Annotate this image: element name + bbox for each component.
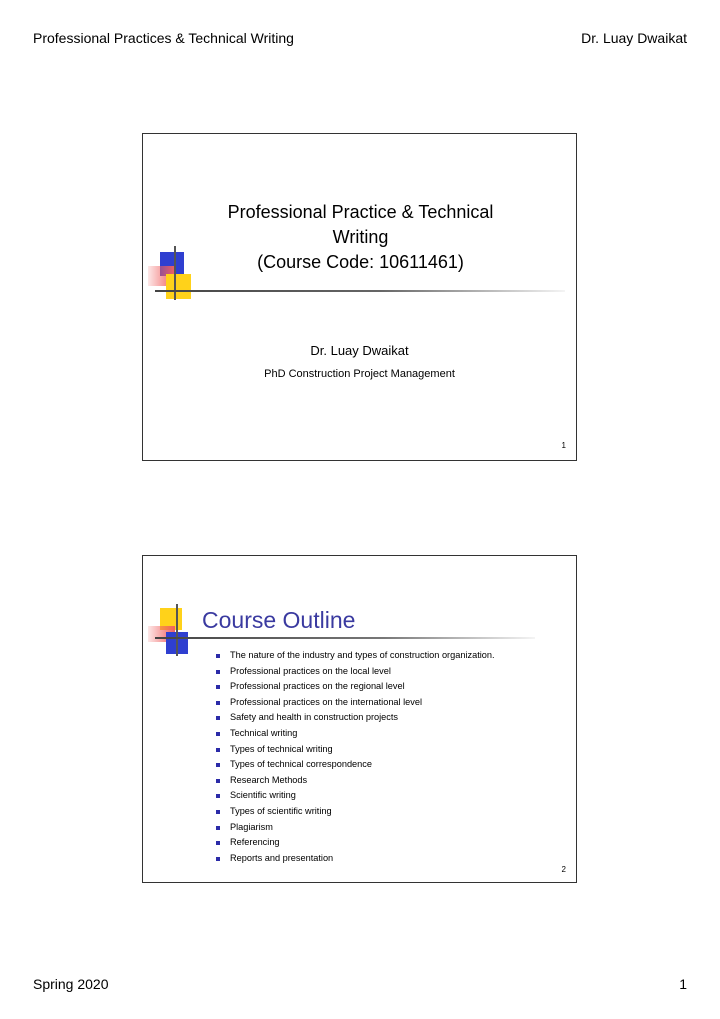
bullet-square-icon — [216, 716, 220, 720]
title-divider-line — [155, 290, 565, 292]
list-item: Technical writing — [215, 726, 495, 742]
bullet-square-icon — [216, 670, 220, 674]
list-item: Referencing — [215, 835, 495, 851]
bullet-square-icon — [216, 763, 220, 767]
bullet-square-icon — [216, 732, 220, 736]
slide-title — [193, 200, 528, 275]
footer-page-number: 1 — [679, 976, 687, 992]
bullet-square-icon — [216, 857, 220, 861]
bullet-square-icon — [216, 654, 220, 658]
bullet-square-icon — [216, 779, 220, 783]
slide-title-line-2: Writing — [332, 227, 389, 247]
slide-title-line-1: Professional Practice & Technical — [227, 202, 494, 222]
list-item: Safety and health in construction projects — [215, 710, 495, 726]
list-item: Research Methods — [215, 773, 495, 789]
slide-2 — [142, 555, 577, 883]
list-item: The nature of the industry and types of construction organization. — [215, 648, 495, 664]
bullet-square-icon — [216, 701, 220, 705]
slide-author: Dr. Luay Dwaikat — [310, 343, 409, 358]
slide-page-number: 1 — [561, 441, 566, 450]
bullet-square-icon — [216, 841, 220, 845]
slide-title-line-3: (Course Code: 10611461) — [257, 252, 464, 272]
list-item: Professional practices on the regional level — [215, 679, 495, 695]
footer-term: Spring 2020 — [33, 976, 109, 992]
list-item: Types of technical correspondence — [215, 757, 495, 773]
list-item: Types of technical writing — [215, 742, 495, 758]
list-item: Types of scientific writing — [215, 804, 495, 820]
list-item: Professional practices on the local level — [215, 664, 495, 680]
list-item: Scientific writing — [215, 788, 495, 804]
bullet-square-icon — [216, 810, 220, 814]
slide-title: Course Outline — [202, 607, 356, 633]
list-item: Reports and presentation — [215, 851, 495, 867]
list-item: Professional practices on the international level — [215, 695, 495, 711]
title-divider-line — [155, 637, 535, 639]
header-author: Dr. Luay Dwaikat — [581, 30, 687, 46]
bullet-square-icon — [216, 748, 220, 752]
course-outline-list — [215, 648, 495, 866]
list-item: Plagiarism — [215, 820, 495, 836]
bullet-square-icon — [216, 685, 220, 689]
slide-author-subtitle: PhD Construction Project Management — [264, 368, 455, 380]
bullet-square-icon — [216, 794, 220, 798]
bullet-square-icon — [216, 826, 220, 830]
header-course-title: Professional Practices & Technical Writing — [33, 30, 294, 46]
slide-1 — [142, 133, 577, 461]
slide-page-number: 2 — [561, 865, 566, 874]
